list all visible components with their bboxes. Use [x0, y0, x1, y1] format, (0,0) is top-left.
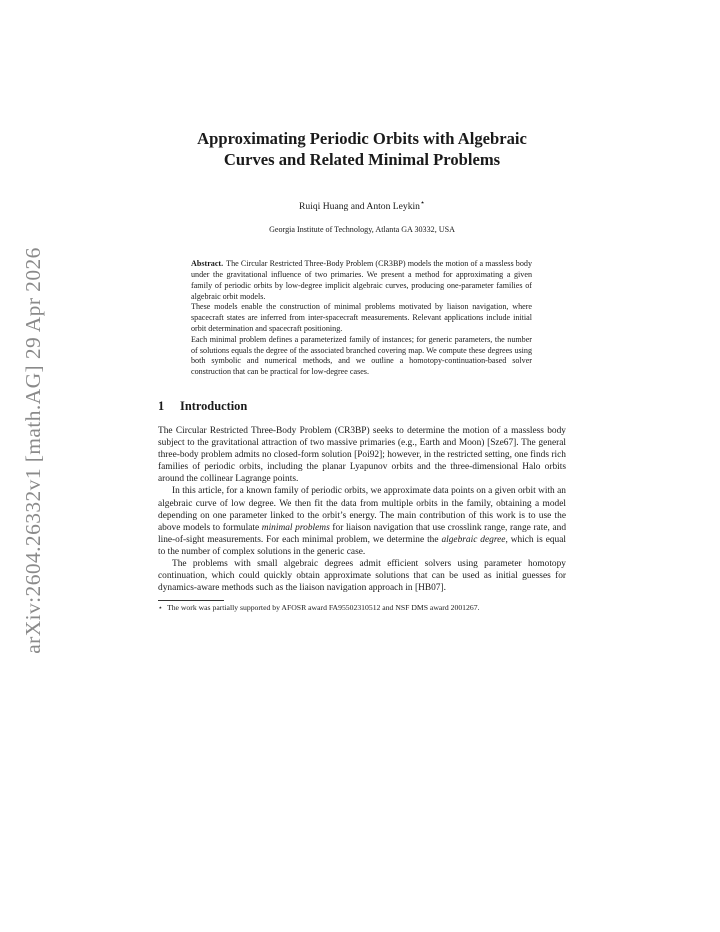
funding-footnote	[158, 603, 566, 613]
author-affiliation: Georgia Institute of Technology, Atlanta GA 30332, USA	[269, 225, 455, 235]
intro-p2-part-a: In this article, for a known family of periodic orbits, we approximate data points on a given orbit with an algebraic curve of low degree. We then fit the data from multiple orbits in the family, obtaining a model depending on one parameter linked to the orbit’s energy. The main contribution of this work is to use the above models to formulate	[158, 486, 566, 533]
title-line-2: Curves and Related Minimal Problems	[223, 150, 501, 169]
section-number: 1	[158, 398, 165, 413]
author-list	[158, 198, 566, 212]
footnote-divider	[158, 600, 224, 601]
section-heading-introduction	[158, 399, 566, 414]
abstract-paragraph-3: Each minimal problem defines a parameterized family of instances; for generic parameters, the number of solutions equals the degree of the associated branched covering map. We compute these degrees using both symbolic and numerical methods, and we outline a homotopy-continuation-based solver construction that can be practical for low-degree cases.	[191, 334, 532, 377]
abstract	[191, 259, 532, 378]
paper-title	[158, 128, 566, 170]
arxiv-identifier-text: arXiv:2604.26332v1 [math.AG] 29 Apr 2026	[20, 246, 45, 654]
intro-paragraph-1: The Circular Restricted Three-Body Problem (CR3BP) seeks to determine the motion of a massless body subject to the gravitational attraction of two massive primaries (e.g., Earth and Moon) [Sze67]. The general three-body problem admits no closed-form solution [Poi92]; however, in the restricted setting, one finds rich families of periodic orbits, including the planar Lyapunov orbits and the three-dimensional Halo orbits around the collinear Lagrange points.	[158, 425, 566, 485]
abstract-text-1: The Circular Restricted Three-Body Problem (CR3BP) models the motion of a massless body under the gravitational influence of two primaries. We present a method for approximating a given family of periodic orbits by low-degree implicit algebraic curves, producing one-parameter families of algebraic orbit models.	[191, 259, 532, 301]
intro-paragraph-3: The problems with small algebraic degrees admit efficient solvers using parameter homotopy continuation, which could quickly obtain approximate solutions that can be used as initial guesses for dynamics-aware methods such as the liaison navigation approach in [HB07].	[158, 558, 566, 594]
author-footnote-mark: ⋆	[419, 198, 425, 207]
footnote-text: The work was partially supported by AFOSR award FA95502310512 and NSF DMS award 2001267.	[167, 603, 480, 613]
abstract-paragraph-1	[191, 259, 532, 302]
abstract-paragraph-2: These models enable the construction of minimal problems motivated by liaison navigation, where spacecraft states are inferred from inter-spacecraft measurements. Relevant applications include initial orbit determination and spacecraft positioning.	[191, 302, 532, 333]
intro-p2-emphasis-algebraic-degree: algebraic degree	[441, 534, 506, 545]
abstract-label: Abstract.	[191, 259, 224, 269]
author-names: Ruiqi Huang and Anton Leykin	[299, 201, 420, 213]
intro-p2-emphasis-minimal-problems: minimal problems	[261, 522, 330, 533]
title-line-1: Approximating Periodic Orbits with Algebraic	[197, 129, 527, 148]
introduction-body	[158, 425, 566, 594]
intro-p2-part-b: for liaison navigation that use crosslink range, range rate, and line-of-sight measurements. For each minimal problem, we determine the	[158, 522, 567, 545]
paper-page	[158, 128, 566, 613]
intro-p2-part-c: , which is equal to the number of complex solutions in the generic case.	[158, 534, 567, 557]
section-title: Introduction	[180, 398, 248, 413]
arxiv-identifier-stamp	[8, 240, 58, 660]
footnote-mark: ⋆	[158, 603, 163, 613]
intro-paragraph-2	[158, 485, 566, 558]
